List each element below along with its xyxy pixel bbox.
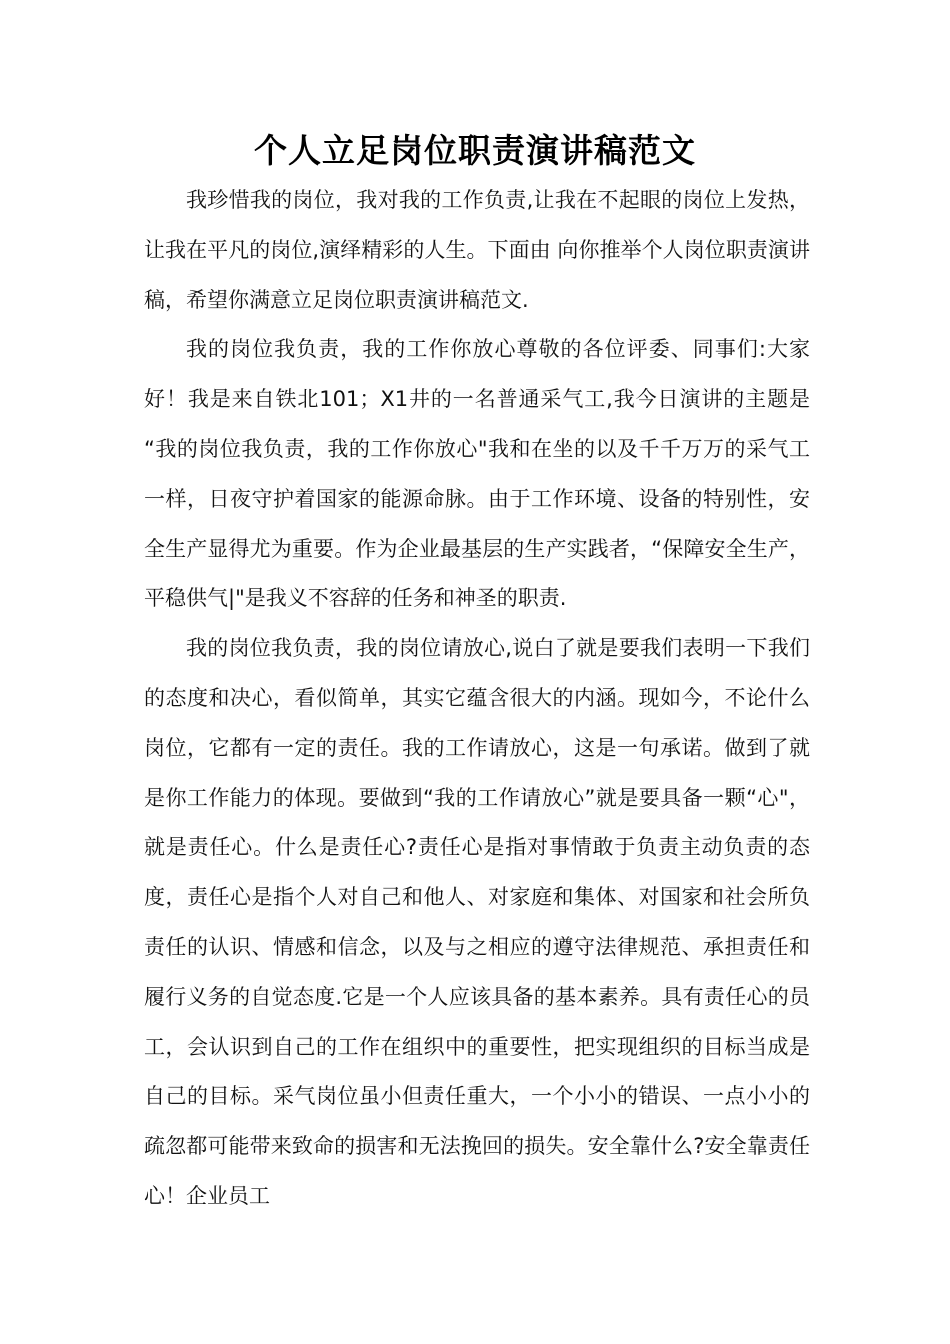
paragraph-2: 我的岗位我负责，我的工作你放心尊敬的各位评委、同事们:大家好！我是来自铁北101；X1井的一名普通采气工,我今日演讲的主题是 “我的岗位我负责，我的工作你放心"我和在坐的以及千千万万的采气工一样，日夜守护着国家的能源命脉。由于工作环境、设备的特别性，安全生产显得尤为重要。作为企业最基层的生产实践者，“保障安全生产，平稳供气|"是我义不容辞的任务和神圣的职责.	[144, 337, 810, 611]
document-body	[144, 176, 810, 1222]
document-title: 个人立足岗位职责演讲稿范文	[254, 131, 696, 170]
paragraph-1: 我珍惜我的岗位，我对我的工作负责,让我在不起眼的岗位上发热，让我在平凡的岗位,演绎精彩的人生。下面由 向你推举个人岗位职责演讲稿，希望你满意立足岗位职责演讲稿范文.	[144, 188, 810, 312]
paragraph-3: 我的岗位我负责，我的岗位请放心,说白了就是要我们表明一下我们的态度和决心，看似简单，其实它蕴含很大的内涵。现如今，不论什么岗位，它都有一定的责任。我的工作请放心，这是一句承诺。做到了就是你工作能力的体现。要做到“我的工作请放心”就是要具备一颗“心"，就是责任心。什么是责任心?责任心是指对事情敢于负责主动负责的态度，责任心是指个人对自己和他人、对家庭和集体、对国家和社会所负责任的认识、情感和信念，以及与之相应的遵守法律规范、承担责任和履行义务的自觉态度.它是一个人应该具备的基本素养。具有责任心的员工，会认识到自己的工作在组织中的重要性，把实现组织的目标当成是自己的目标。采气岗位虽小但责任重大，一个小小的错误、一点小小的疏忽都可能带来致命的损害和无法挽回的损失。安全靠什么?安全靠责任心！企业员工	[144, 636, 810, 1208]
